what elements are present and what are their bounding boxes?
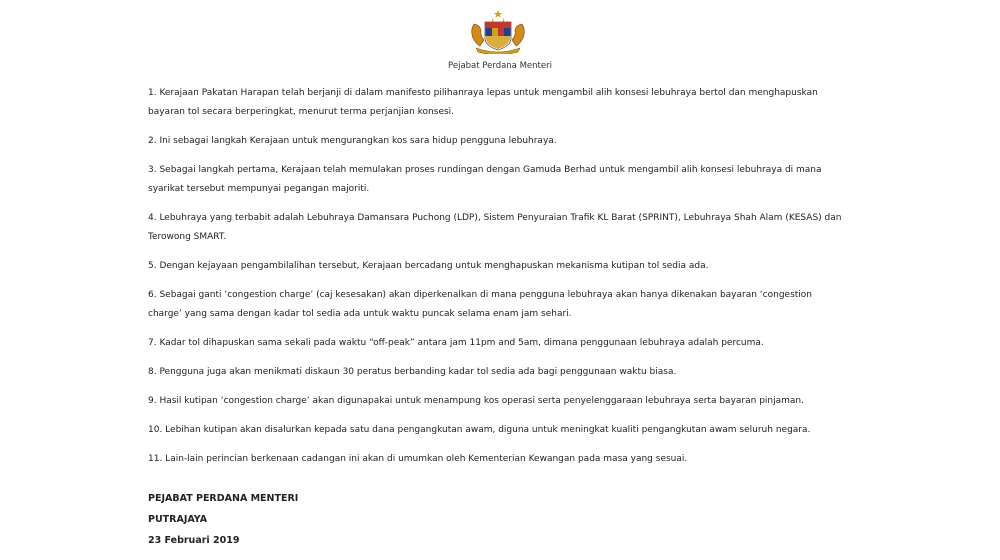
paragraph-5: 5. Dengan kejayaan pengambilalihan tersebut, Kerajaan bercadang untuk menghapuskan mekanisma kutipan tol sedia ada. (148, 261, 709, 271)
paragraph-2: 2. Ini sebagai langkah Kerajaan untuk mengurangkan kos sara hidup pengguna lebuhraya. (148, 136, 557, 146)
office-caption: Pejabat Perdana Menteri (448, 61, 552, 71)
paragraph-8: 8. Pengguna juga akan menikmati diskaun 30 peratus berbanding kadar tol sedia ada bagi penggunaan waktu biasa. (148, 367, 677, 377)
statement-body (148, 84, 848, 479)
paragraph-6: 6. Sebagai ganti ‘congestion charge’ (caj kesesakan) akan diperkenalkan di mana pengguna lebuhraya akan hanya dikenakan bayaran ‘congestion charge’ yang sama dengan kadar tol sedia ada untuk waktu puncak selama enam jam sehari. (148, 290, 813, 319)
signature-date: 23 Februari 2019 (148, 535, 240, 546)
paragraph-9: 9. Hasil kutipan ‘congestion charge’ akan digunapakai untuk menampung kos operasi serta penyelenggaraan lebuhraya serta bayaran pinjaman. (148, 396, 804, 406)
signature-block (148, 488, 298, 551)
paragraph-4: 4. Lebuhraya yang terbabit adalah Lebuhraya Damansara Puchong (LDP), Sistem Penyuraian Trafik KL Barat (SPRINT), Lebuhraya Shah Alam (KESAS) dan Terowong SMART. (148, 213, 842, 242)
signature-office: PEJABAT PERDANA MENTERI (148, 493, 299, 504)
coat-of-arms-logo (468, 10, 528, 54)
paragraph-3: 3. Sebagai langkah pertama, Kerajaan telah memulakan proses rundingan dengan Gamuda Berhad untuk mengambil alih konsesi lebuhraya di mana syarikat tersebut mempunyai pegangan majoriti. (148, 165, 822, 194)
paragraph-10: 10. Lebihan kutipan akan disalurkan kepada satu dana pengangkutan awam, diguna untuk meningkat kualiti pengangkutan awam seluruh negara. (148, 425, 811, 435)
paragraph-1: 1. Kerajaan Pakatan Harapan telah berjanji di dalam manifesto pilihanraya lepas untuk mengambil alih konsesi lebuhraya bertol dan menghapuskan bayaran tol secara berperingkat, menurut terma perjanjian konsesi. (148, 88, 818, 117)
signature-place: PUTRAJAYA (148, 514, 208, 525)
paragraph-7: 7. Kadar tol dihapuskan sama sekali pada waktu “off-peak” antara jam 11pm and 5am, dimana penggunaan lebuhraya adalah percuma. (148, 338, 764, 348)
paragraph-11: 11. Lain-lain perincian berkenaan cadangan ini akan di umumkan oleh Kementerian Kewangan pada masa yang sesuai. (148, 454, 688, 464)
